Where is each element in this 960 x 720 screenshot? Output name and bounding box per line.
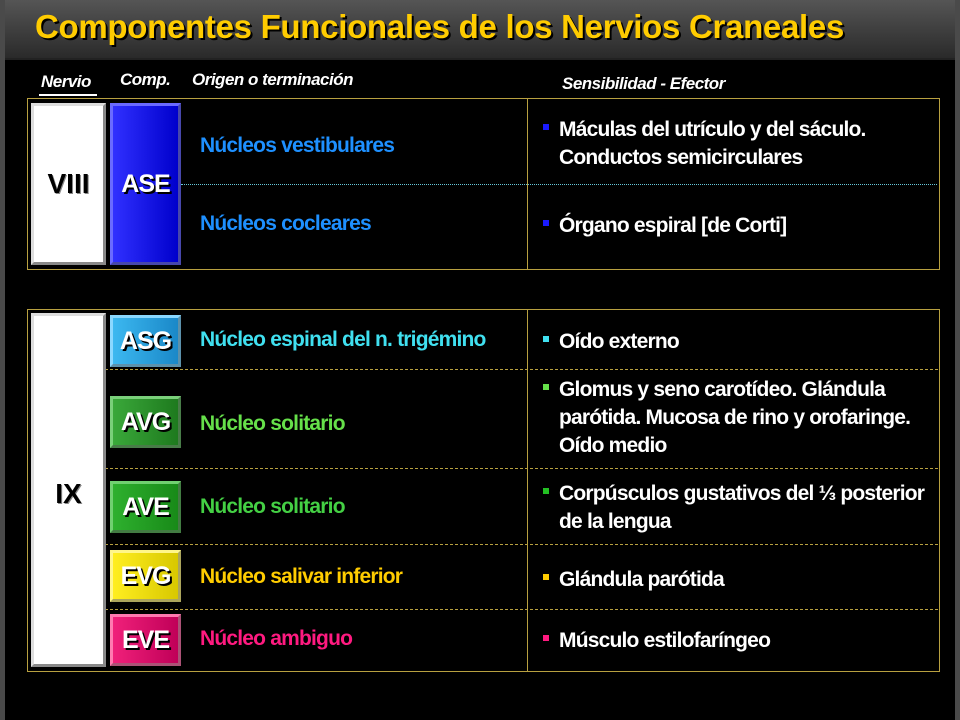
component-avg-box — [110, 396, 181, 448]
row-divider — [105, 369, 938, 370]
effector-ave: Corpúsculos gustativos del ⅓ posterior de la lengua — [543, 480, 924, 536]
component-ase-label: ASE — [121, 169, 170, 198]
nerve-ix-label: IX — [55, 478, 82, 509]
header-component: Comp. — [120, 70, 171, 89]
component-ave-label: AVE — [122, 492, 169, 521]
blue-bullet-icon — [543, 220, 549, 226]
slide — [5, 0, 955, 720]
component-evg-box — [110, 550, 181, 602]
origin-inferior-salivatory-nucleus: Núcleo salivar inferior — [200, 565, 403, 588]
nerve-viii-box — [31, 103, 106, 265]
row-divider — [105, 609, 938, 610]
origin-vestibular-nuclei: Núcleos vestibulares — [200, 134, 395, 157]
row-divider — [105, 544, 938, 545]
row-divider — [181, 184, 937, 185]
page-title: Componentes Funcionales de los Nervios Craneales — [35, 8, 845, 45]
header-underline — [39, 94, 97, 96]
yellow-bullet-icon — [543, 574, 549, 580]
cyan-bullet-icon — [543, 336, 549, 342]
nerve-ix-box — [31, 313, 106, 667]
component-asg-label: ASG — [119, 326, 172, 355]
effector-cochlear: Órgano espiral [de Corti] — [543, 212, 786, 240]
nerve-viii-label: VIII — [47, 168, 90, 199]
title-bar — [5, 0, 955, 60]
green-bullet-icon — [543, 384, 549, 390]
effector-eve: Músculo estilofaríngeo — [543, 627, 770, 655]
blue-bullet-icon — [543, 124, 549, 130]
origin-solitary-nucleus-avg: Núcleo solitario — [200, 412, 345, 435]
effector-asg: Oído externo — [543, 328, 679, 356]
origin-cochlear-nuclei: Núcleos cocleares — [200, 212, 371, 235]
green-bullet-icon — [543, 488, 549, 494]
column-divider — [527, 309, 528, 671]
component-eve-box — [110, 614, 181, 666]
effector-avg: Glomus y seno carotídeo. Glándula parótida. Mucosa de rino y orofaringe. Oído medio — [543, 376, 910, 460]
component-ave-box — [110, 481, 181, 533]
magenta-bullet-icon — [543, 635, 549, 641]
header-nerve: Nervio — [41, 72, 91, 91]
component-ase-box — [110, 103, 181, 265]
component-asg-box — [110, 315, 181, 367]
component-evg-label: EVG — [120, 561, 171, 590]
row-divider — [105, 468, 938, 469]
origin-spinal-trigeminal-nucleus: Núcleo espinal del n. trigémino — [200, 328, 486, 351]
component-eve-label: EVE — [121, 625, 170, 654]
header-origin: Origen o terminación — [192, 70, 353, 89]
effector-evg: Glándula parótida — [543, 566, 724, 594]
origin-nucleus-ambiguus: Núcleo ambiguo — [200, 627, 353, 650]
component-avg-label: AVG — [120, 407, 171, 436]
effector-vestibular: Máculas del utrículo y del sáculo. Conductos semicirculares — [543, 116, 866, 172]
origin-solitary-nucleus-ave: Núcleo solitario — [200, 495, 345, 518]
header-effector: Sensibilidad - Efector — [562, 74, 725, 93]
